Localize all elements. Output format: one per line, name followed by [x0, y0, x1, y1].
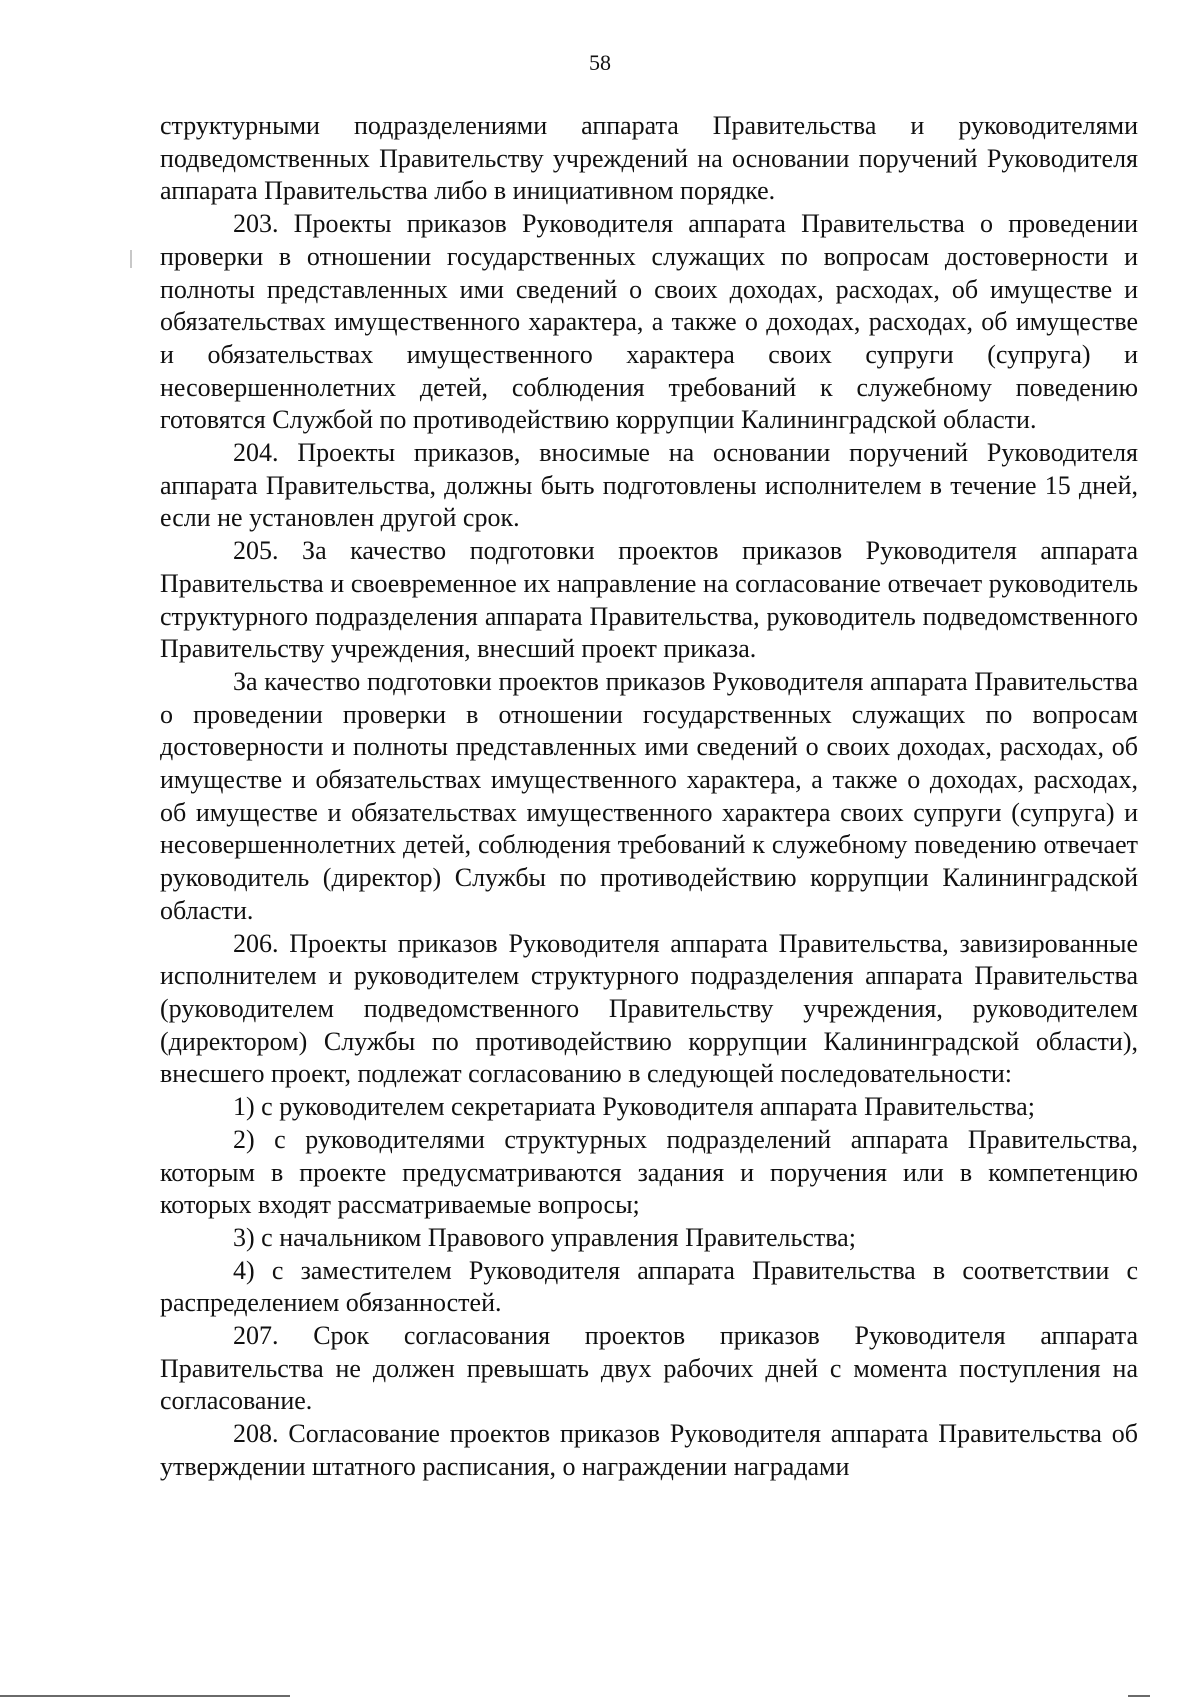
scan-margin-mark	[130, 250, 132, 268]
paragraph-205: 205. За качество подготовки проектов приказов Руководителя аппарата Правительства и своевременное их направление на согласование отвечает руководитель структурного подразделения аппарата Правительства, руководитель подведомственного Правительству учреждения, внесший проект приказа.	[160, 536, 1138, 664]
paragraph-204: 204. Проекты приказов, вносимые на основании поручений Руководителя аппарата Правительства, должны быть подготовлены исполнителем в течение 15 дней, если не установлен другой срок.	[160, 438, 1138, 533]
scan-edge-line-left	[0, 1695, 290, 1697]
list-item-1: 1) с руководителем секретариата Руководителя аппарата Правительства;	[233, 1092, 1035, 1122]
scan-edge-line-right	[1128, 1695, 1150, 1697]
paragraph-207: 207. Срок согласования проектов приказов Руководителя аппарата Правительства не должен превышать двух рабочих дней с момента поступления на согласование.	[160, 1321, 1138, 1416]
list-item-4: 4) с заместителем Руководителя аппарата Правительства в соответствии с распределением обязанностей.	[160, 1255, 1138, 1318]
paragraph-203: 203. Проекты приказов Руководителя аппарата Правительства о проведении проверки в отношении государственных служащих по вопросам достоверности и полноты представленных ими сведений о своих доходах, расходах, об имуществе и обязательствах имущественного характера, а также о доходах, расходах, об имуществе и обязательствах имущественного характера своих супруги (супруга) и несовершеннолетних детей, соблюдения требований к служебному поведению готовятся Службой по противодействию коррупции Калининградской области.	[160, 209, 1138, 435]
paragraph-208: 208. Согласование проектов приказов Руководителя аппарата Правительства об утверждении штатного расписания, о награждении наградами	[160, 1419, 1138, 1481]
page-number: 58	[589, 50, 611, 75]
paragraph-205-second: За качество подготовки проектов приказов Руководителя аппарата Правительства о проведении проверки в отношении государственных служащих по вопросам достоверности и полноты представленных ими сведений о своих доходах, расходах, об имуществе и обязательствах имущественного характера, а также о доходах, расходах, об имуществе и обязательствах имущественного характера своих супруги (супруга) и несовершеннолетних детей, соблюдения требований к служебному поведению отвечает руководитель (директор) Службы по противодействию коррупции Калининградской области.	[160, 666, 1138, 925]
list-item-3: 3) с начальником Правового управления Правительства;	[233, 1222, 856, 1252]
paragraph-206: 206. Проекты приказов Руководителя аппарата Правительства, завизированные исполнителем и руководителем структурного подразделения аппарата Правительства (руководителем подведомственного Правительству учреждения, руководителем (директором) Службы по противодействию коррупции Калининградской области), внесшего проект, подлежат согласованию в следующей последовательности:	[160, 928, 1138, 1089]
document-body	[160, 110, 1138, 1484]
list-item-2: 2) с руководителями структурных подразделений аппарата Правительства, которым в проекте предусматриваются задания и поручения или в компетенцию которых входят рассматриваемые вопросы;	[160, 1124, 1138, 1220]
paragraph-continuation: структурными подразделениями аппарата Правительства и руководителями подведомственных Правительству учреждений на основании поручений Руководителя аппарата Правительства либо в инициативном порядке.	[160, 111, 1138, 206]
